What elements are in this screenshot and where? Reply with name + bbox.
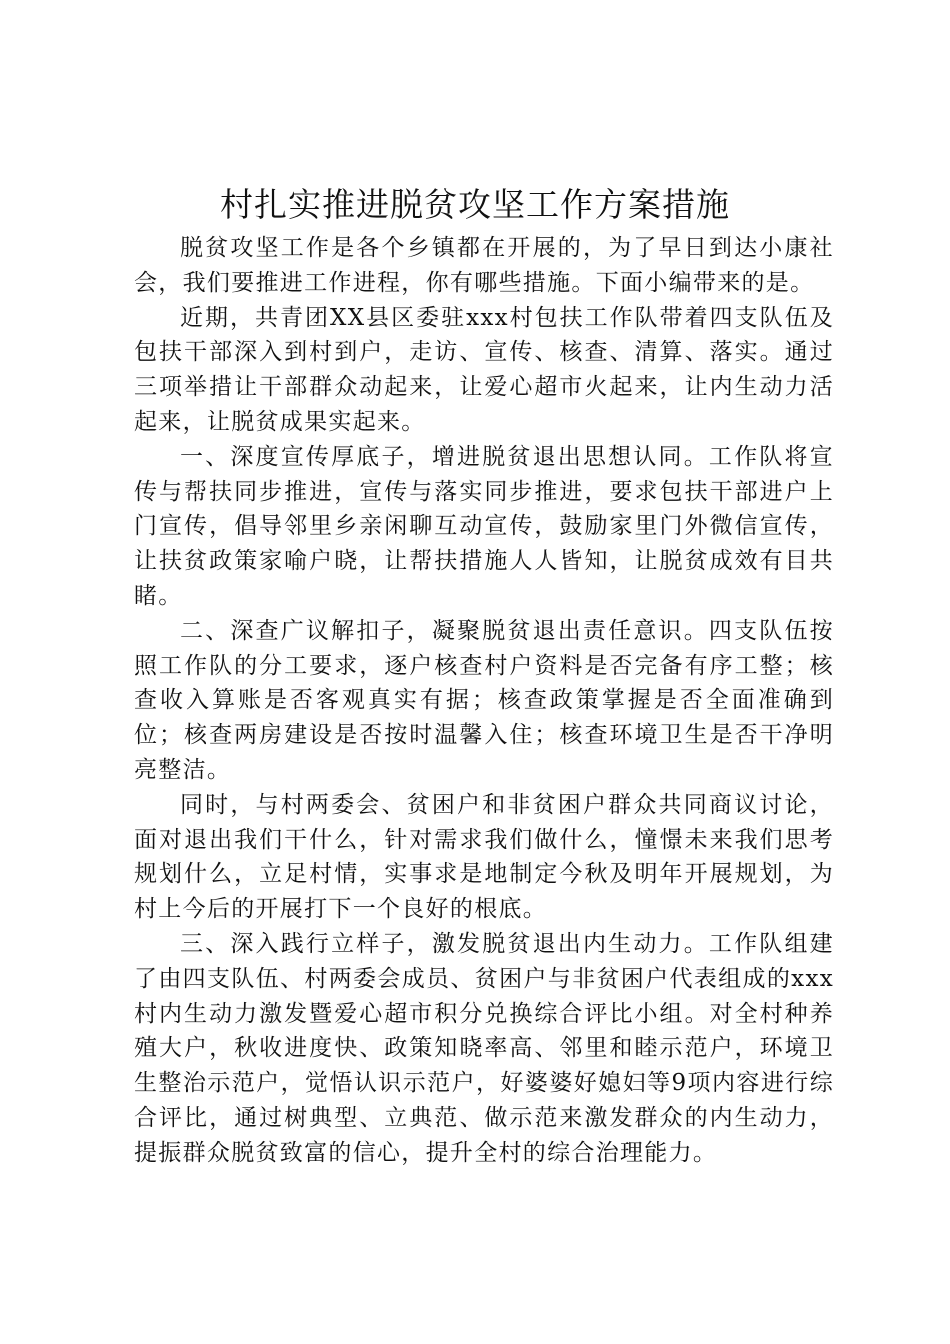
paragraph-overview: 近期，共青团XX县区委驻xxx村包扶工作队带着四支队伍及包扶干部深入到村到户，走访、宣传、核查、清算、落实。通过三项举措让干部群众动起来，让爱心超市火起来，让内生动力活起来，让脱贫成果实起来。 xyxy=(134,304,834,435)
paragraph-discussion: 同时，与村两委会、贫困户和非贫困户群众共同商议讨论，面对退出我们干什么，针对需求我们做什么，憧憬未来我们思考规划什么，立足村情，实事求是地制定今秋及明年开展规划，为村上今后的开展打下一个良好的根底。 xyxy=(134,791,834,923)
paragraph-measure-3: 三、深入践行立样子，激发脱贫退出内生动力。工作队组建了由四支队伍、村两委会成员、贫困户与非贫困户代表组成的xxx村内生动力激发暨爱心超市积分兑换综合评比小组。对全村种养殖大户，秋收进度快、政策知晓率高、邻里和睦示范户，环境卫生整治示范户，觉悟认识示范户，好婆婆好媳妇等9项内容进行综合评比，通过树典型、立典范、做示范来激发群众的内生动力，提振群众脱贫致富的信心，提升全村的综合治理能力。 xyxy=(134,930,834,1166)
document-body xyxy=(134,231,834,1171)
paragraph-measure-2: 二、深查广议解扣子，凝聚脱贫退出责任意识。四支队伍按照工作队的分工要求，逐户核查村户资料是否完备有序工整；核查收入算账是否客观真实有据；核查政策掌握是否全面准确到位；核查两房建设是否按时温馨入住；核查环境卫生是否干净明亮整洁。 xyxy=(134,617,834,783)
paragraph-intro: 脱贫攻坚工作是各个乡镇都在开展的，为了早日到达小康社会，我们要推进工作进程，你有哪些措施。下面小编带来的是。 xyxy=(134,235,834,296)
paragraph-measure-1: 一、深度宣传厚底子，增进脱贫退出思想认同。工作队将宣传与帮扶同步推进，宣传与落实同步推进，要求包扶干部进户上门宣传，倡导邻里乡亲闲聊互动宣传，鼓励家里门外微信宣传，让扶贫政策家喻户晓，让帮扶措施人人皆知，让脱贫成效有目共睹。 xyxy=(134,443,834,609)
document-title: 村扎实推进脱贫攻坚工作方案措施 xyxy=(220,185,730,224)
